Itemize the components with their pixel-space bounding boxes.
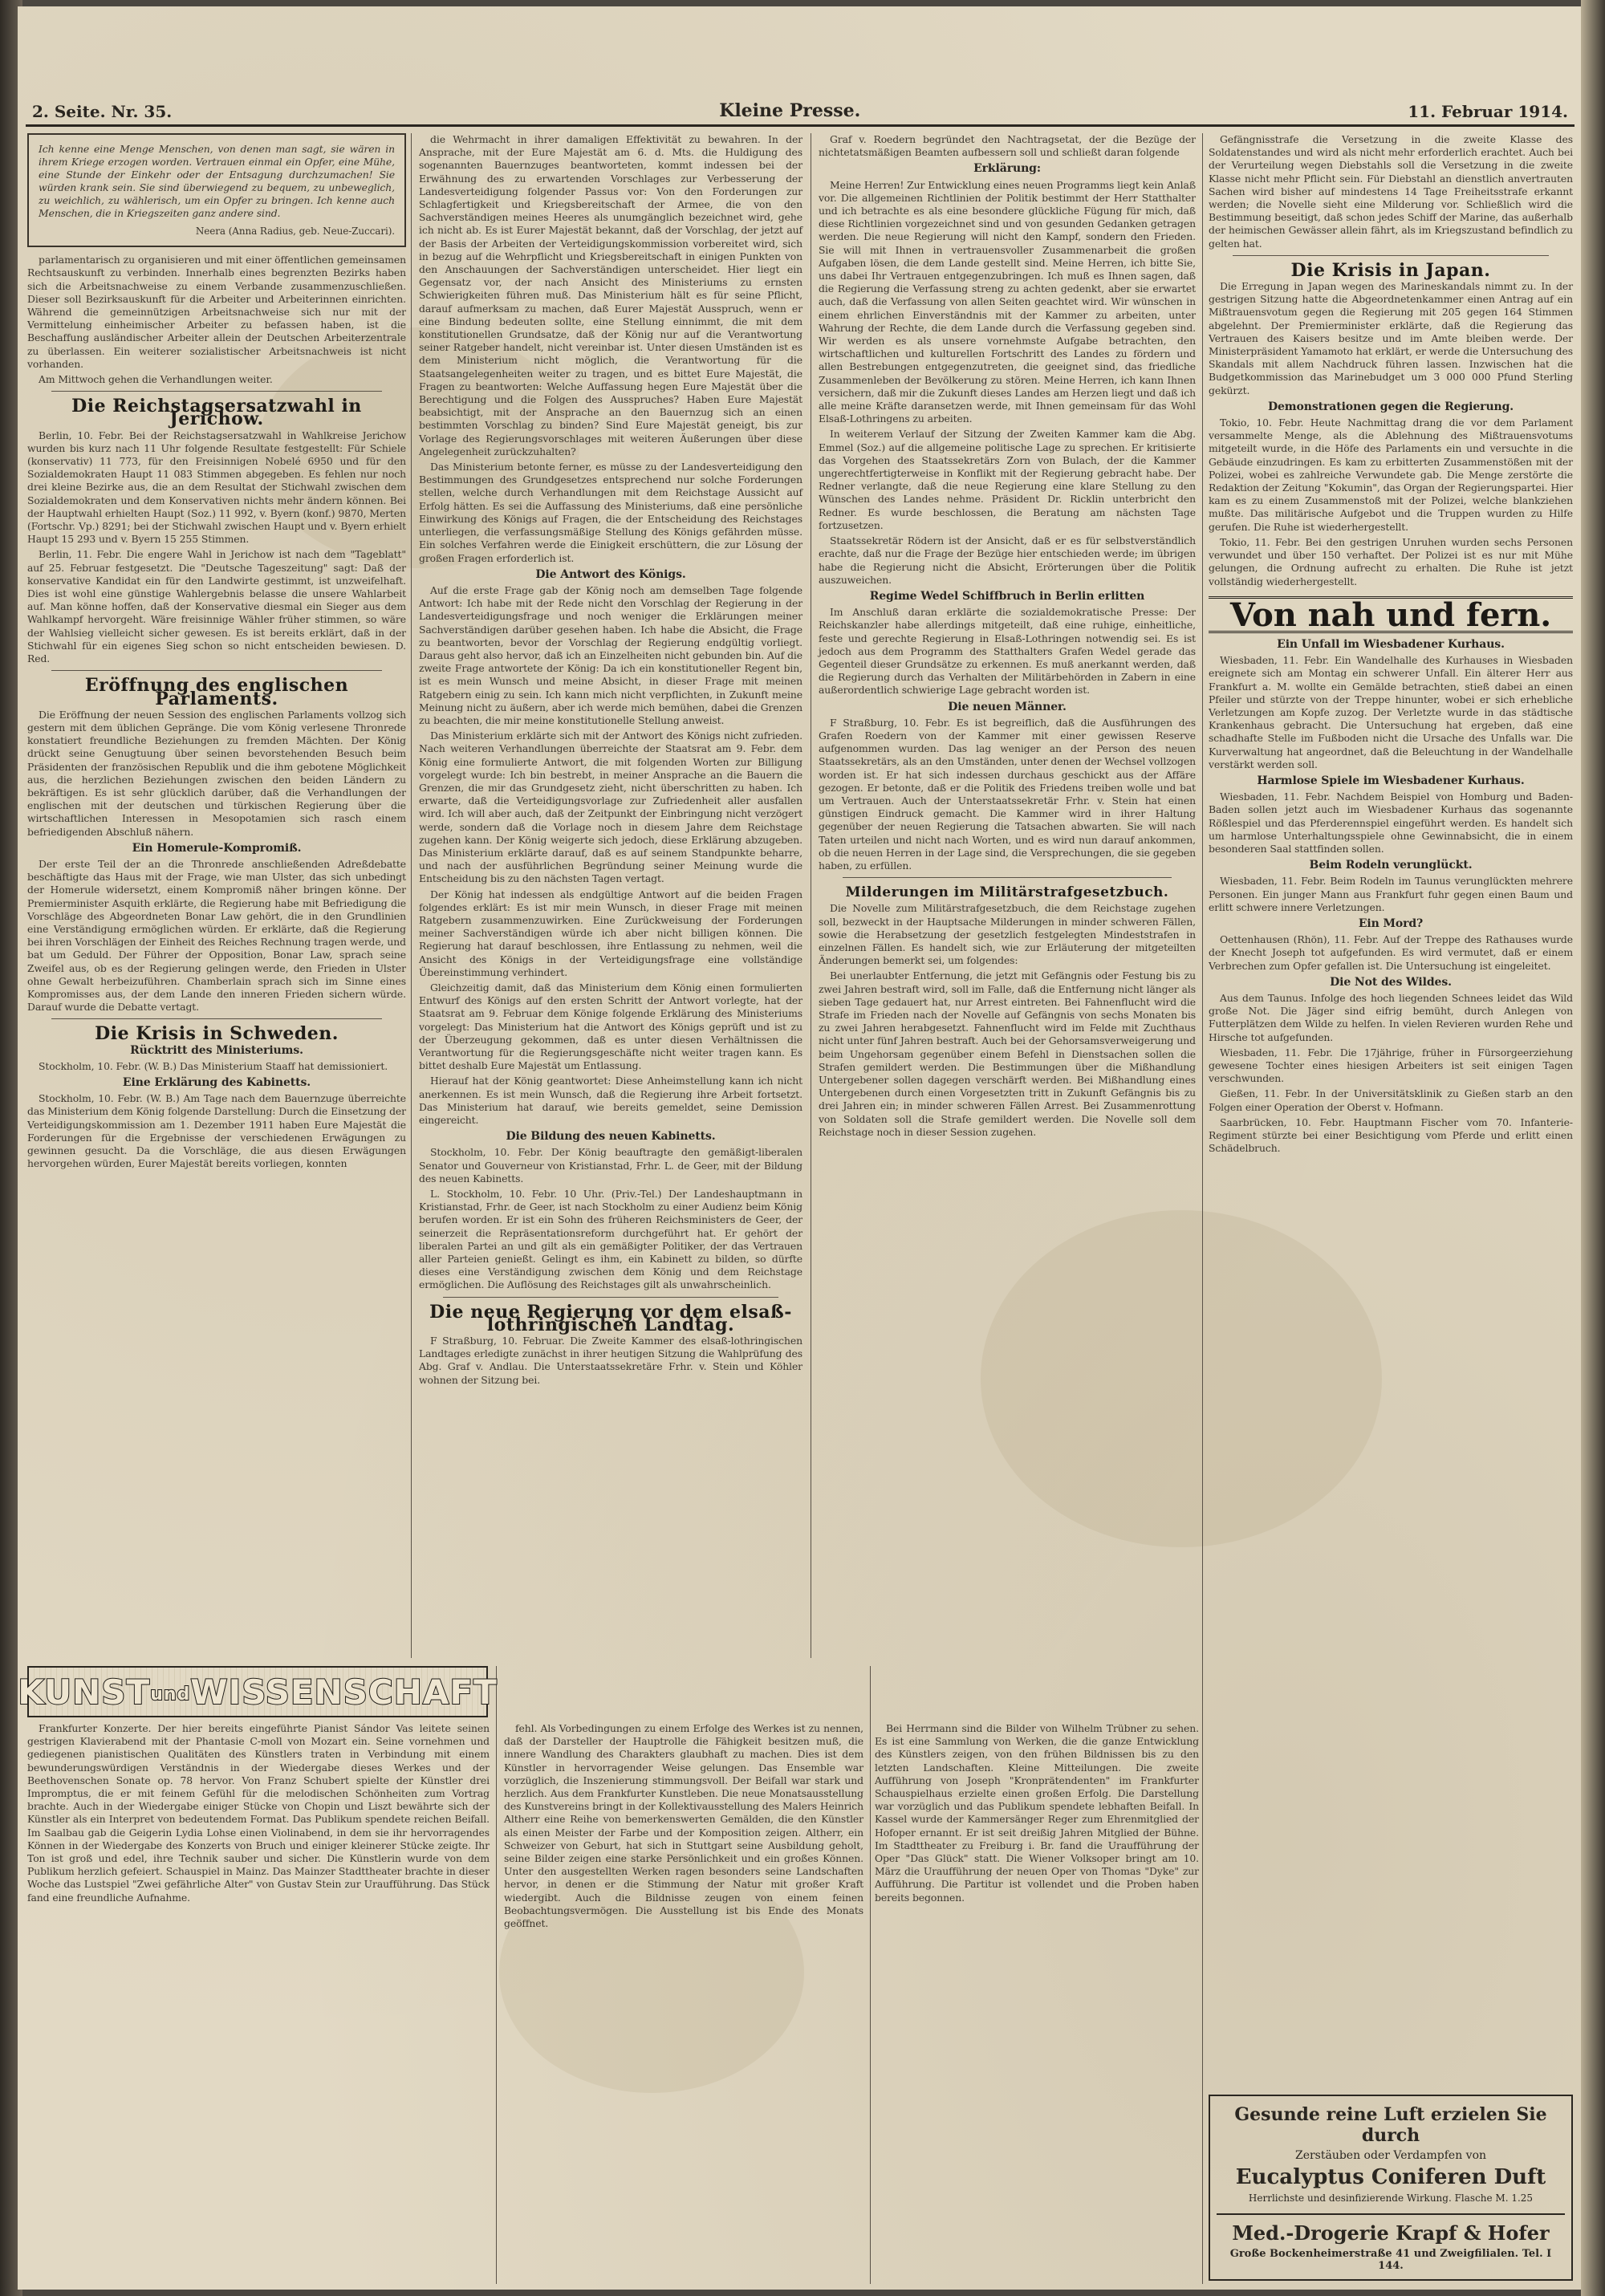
subheading: Demonstrationen gegen die Regierung. <box>1267 400 1514 413</box>
headline-alsace: Die neue Regierung vor dem elsaß-lothringischen Landtag. <box>429 1301 792 1335</box>
article-text: F Straßburg, 10. Februar. Die Zweite Kammer des elsaß-lothringischen Landtages erledigte zunächst in ihrer heutigen Sitzung die Wahlprüfung des Abg. Graf v. Andlau. Die Unterstaatssekretäre Frhr. v. Stein und Köhler wohnen der Sitzung bei. <box>419 1335 802 1386</box>
paper-stain <box>981 1210 1382 1547</box>
headline-military: Milderungen im Militärstrafgesetzbuch. <box>845 884 1169 901</box>
issue-date: 11. Februar 1914. <box>1408 102 1568 121</box>
article-text: Gefängnisstrafe die Versetzung in die zweite Klasse des Soldatenstandes und wird als nicht mehr erforderlich erachtet. Auch bei der Verurteilung wegen Diebstahls soll die Versetzung in die zweite Klasse nicht mehr Pflicht sein. Für Diebstahl an dienstlich anvertrauten Sachen wird bisher auf mindestens 14 Tage Freiheitsstrafe erkannt werden; die Novelle sieht eine Milderung vor. Schließlich wird die Bestimmung beseitigt, daß schon jedes Schiff der Marine, das außerhalb der heimischen Gewässer allein fährt, als im Kriegszustand befindlich zu gelten hat. <box>1209 133 1573 250</box>
subheading: Erklärung: <box>973 162 1041 176</box>
subheading: Rücktritt des Ministeriums. <box>130 1043 303 1057</box>
article-text: Auf die erste Frage gab der König noch am demselben Tage folgende Antwort: Ich habe mit der Rede nicht den Vorschlag der Regierung in der Landesverteidigungsfrage und noch weniger die Erklärungen meiner Sachverständigen darüber gesehen haben. Ich habe die Absicht, die Frage zu beantworten, bevor der Vorschlag der Regierung endgültig vorliegt. Daraus geht also hervor, daß ich an Einzelheiten nicht gebunden bin. Auf die zweite Frage antwortete der König: Da ich ein konstitutioneller Regent bin, ist es mein Wunsch und meine Absicht, in dieser Frage mit meinen Ratgebern einig zu sein. Ich kann mich nicht verpflichten, in Zukunft meine Meinung nicht zu äußern, aber ich werde mich bemühen, dabei die Grenzen zu beachten, die mir meine konstitutionelle Stellung anweist. <box>419 583 802 726</box>
article-text: Berlin, 11. Febr. Die engere Wahl in Jerichow ist nach dem "Tageblatt" auf 25. Februar festgesetzt. Die "Deutsche Tageszeitung" sagt: Daß der konservative Kandidat ein für den Landwirte gestimmt, ist unzweifelhaft. Dies ist wohl eine günstige Wahlergebnis belasse die unsere Wahlarbeit auf. Man könne hoffen, daß der Konservative diesmal ein Sieger aus dem Wahlkampf hervorgeht. Wäre freisinnige Wähler früher stimmen, so wäre der Wahlsieg vielleicht sicher gewesen. Es ist bereits erklärt, daß in der Stichwahl für ein eigenes Sieg schon so nicht entscheiden bewiesen. D. Red. <box>27 548 406 665</box>
section-title-local: Von nah und fern. <box>1229 595 1552 634</box>
subheading: Ein Homerule-Kompromiß. <box>132 841 302 855</box>
article-text: Wiesbaden, 11. Febr. Die 17jährige, früher in Fürsorgeerziehung gewesene Tochter eines hiesigen Arbeiters ist seit einigen Tagen verschwunden. <box>1209 1046 1573 1085</box>
article-text: Oettenhausen (Rhön), 11. Febr. Auf der Treppe des Rathauses wurde der Knecht Joseph tot aufgefunden. Es wird vermutet, daß er einem Verbrechen zum Opfer gefallen ist. Die Untersuchung ist eingeleitet. <box>1209 933 1573 972</box>
banner-title: KUNSTundWISSENSCHAFT <box>18 1672 498 1712</box>
page-edge <box>1581 0 1605 2296</box>
bottom-column-1 <box>27 1722 490 1907</box>
subheading: Die Not des Wildes. <box>1330 975 1452 989</box>
page-number: 2. Seite. Nr. 35. <box>32 102 173 121</box>
article-text: Gleichzeitig damit, daß das Ministerium dem König einen formulierten Entwurf des Königs auf den ersten Schritt der Antwort vorlegte, hat der Staatsrat am 9. Februar dem Könige folgende Erklärung des Ministeriums vorgelegt: Das Ministerium hat die Antwort des Königs geprüft und ist zu der Überzeugung gekommen, daß es unter diesen Verhältnissen die Verantwortung für die Regierungsgeschäfte nicht weiter tragen kann. Es bittet deshalb Eure Majestät um Entlassung. <box>419 981 802 1072</box>
article-text: Im Anschluß daran erklärte die sozialdemokratische Presse: Der Reichskanzler habe allerdings mitgeteilt, daß eine ruhige, einheitliche, feste und gerechte Regierung in Elsaß-Lothringen notwendig sei. Es ist jedoch aus dem Programm des Statthalters Grafen Wedel gerade das Gegenteil dieser Grundsätze zu erkennen. Es muß anerkannt werden, daß die Regierung durch das Verhalten der Militärbehörden in Zabern in eine außerordentlich schwierige Lage gebracht worden ist. <box>819 606 1196 697</box>
subheading: Ein Unfall im Wiesbadener Kurhaus. <box>1277 637 1505 651</box>
article-text: F Straßburg, 10. Febr. Es ist begreiflich, daß die Ausführungen des Grafen Roedern von der Kammer mit einer gewissen Reserve aufgenommen wurden. Das lag weniger an der Person des neuen Staatssekretärs, als an den Umständen, unter denen der Wechsel vollzogen worden ist. Er hat sich indessen durchaus geschickt aus der Affäre gezogen. Er betonte, daß er die Politik des Friedens treiben wolle und bat um Vertrauen. Auch der Unterstaatssekretär Frhr. v. Stein hat einen günstigen Eindruck gemacht. Die Kammer wird in ihrer Haltung gegenüber der neuen Regierung die Tatsachen abwarten. Sie will nach Taten urteilen und nicht nach Worten, und es wird nun darauf ankommen, ob die neuen Herren in der Lage sind, die Versprechungen, die sie gegeben haben, zu erfüllen. <box>819 716 1196 872</box>
column-rule <box>870 1666 871 2284</box>
ad-store: Med.-Drogerie Krapf & Hofer <box>1217 2213 1565 2245</box>
ad-text: Zerstäuben oder Verdampfen von <box>1294 2149 1487 2162</box>
article-text: Bei unerlaubter Entfernung, die jetzt mit Gefängnis oder Festung bis zu zwei Jahren bestraft wird, soll im Falle, daß die Entfernung nicht länger als sieben Tage gedauert hat, nur Arrest eintreten. Bei Fahnenflucht wird die Strafe im Frieden nach der Novelle auf Gefängnis von sechs Monaten bis zu zwei Jahren herabgesetzt. Fahnenflucht wird im Felde mit Zuchthaus nicht unter fünf Jahren bestraft. Auch bei der Gehorsamsverweigerung und beim Ungehorsam gegenüber einem Befehl in Dienstsachen sollen die Strafen gemildert werden. Die Bestimmungen über die Mißhandlung Untergebener sollen dagegen verschärft werden. Bei Mißhandlung eines Untergebenen durch einen Vorgesetzten tritt in Zukunft Gefängnis bis zu drei Jahren ein; in minder schweren Fällen Arrest. Bei Zusammenrottung von Soldaten soll die Strafe gemildert werden. Die Novelle soll dem Reichstage noch in dieser Session zugehen. <box>819 969 1196 1138</box>
subheading: Die neuen Männer. <box>948 700 1067 713</box>
article-text: Das Ministerium betonte ferner, es müsse zu der Landesverteidigung den Bestimmungen des Grundgesetzes entsprechend nur solche Forderungen stellen, welche durch Verhandlungen mit dem Reichstage Aussicht auf Erfolg hätten. Es sei die Auffassung des Ministeriums, daß eine persönliche Einwirkung des Königs auf Fragen, die der Entscheidung des Reichstages unterliegen, die verfassungsmäßige Stellung des Königs gefährden müsse. Ein solches Verfahren werde die Einigkeit erschüttern, die zur Lösung der großen Fragen erforderlich ist. <box>419 461 802 564</box>
article-text: Die Novelle zum Militärstrafgesetzbuch, die dem Reichstage zugehen soll, bezweckt in der Hauptsache Milderungen in minder schweren Fällen, sowie die Herabsetzung der gesetzlich festgelegten Mindeststrafen in einzelnen Fällen. Es handelt sich, wie zur Erläuterung der mitgeteilten Änderungen bemerkt sei, um folgendes: <box>819 902 1196 967</box>
article-text: Aus dem Taunus. Infolge des hoch liegenden Schnees leidet das Wild große Not. Die Jäger sind eifrig bemüht, durch Anlegen von Futterplätzen dem Wilde zu helfen. In vielen Revieren wurden Rehe und Hirsche tot aufgefunden. <box>1209 991 1573 1043</box>
advertisement <box>1209 2095 1573 2281</box>
headline-jerichow: Die Reichstagsersatzwahl in Jerichow. <box>71 396 362 430</box>
article-text: L. Stockholm, 10. Febr. 10 Uhr. (Priv.-Tel.) Der Landeshauptmann in Kristianstad, Frhr. de Geer, ist nach Stockholm zu einer Audienz beim König berufen worden. Er ist ein Sohn des früheren Reichsministers de Geer, der seinerzeit die Repräsentationsreform durchgeführt hat. Er gehört der liberalen Partei an und gilt als ein gemäßigter Politiker, der das Vertrauen aller Parteien genießt. Gelingt es ihm, ein Kabinett zu bilden, so dürfte dieses eine Verständigung zwischen dem König und dem Reichstage ermöglichen. Die Auflösung des Reichstages gilt als unwahrscheinlich. <box>419 1188 802 1291</box>
column-rule <box>496 1666 497 2284</box>
article-text: Stockholm, 10. Febr. (W. B.) Das Ministerium Staaff hat demissioniert. <box>39 1059 388 1072</box>
subheading: Regime Wedel Schiffbruch in Berlin erlitten <box>869 589 1145 603</box>
ad-address: Große Bockenheimerstraße 41 und Zweigfilialen. Tel. I 144. <box>1229 2248 1552 2272</box>
article-text: Staatssekretär Rödern ist der Ansicht, daß er es für selbstverständlich erachte, daß nur die Frage der Bezüge hier entschieden werde; im übrigen habe die Regierung nicht die Absicht, Erörterungen über die Politik auszuweichen. <box>819 534 1196 586</box>
article-text: die Wehrmacht in ihrer damaligen Effektivität zu bewahren. In der Ansprache, mit der Eure Majestät am 6. d. Mts. die Huldigung des sogenannten Bauernzuges beantworteten, kommt indessen bei der Erwähnung des zu erwartenden Vorschlages zur Verbesserung der Landesverteidigung folgender Passus vor: Von den Forderungen zur Schlagfertigkeit und Kriegsbereitschaft der Armee, die von den Sachverständigen meines Heeres als unumgänglich bezeichnet wird, gehe ich nicht ab. Es ist Eurer Majestät bekannt, daß der Vorschlag, der jetzt auf der Basis der Arbeiten der Verteidigungskommission vorbereitet wird, sich in bezug auf die Wehrpflicht und Kriegsbereitschaft in einigen Punkten von den Anschauungen der Sachverständigen unterscheidet. Hier liegt ein Gegensatz vor, der nach Ansicht des Ministeriums zu ernsten Schwierigkeiten führen muß. Das Ministerium hält es für seine Pflicht, darauf aufmerksam zu machen, daß Eurer Majestät Ausspruch, wenn er eine Bindung bedeuten sollte, eine Stellung einnimmt, die mit dem konstitutionellen Grundsatze, daß der König nur auf die Verantwortung seiner Ratgeber handelt, nicht vereinbar ist. Unter diesen Umständen ist es dem Ministerium nicht möglich, die Verantwortung für die Staatsangelegenheiten weiter zu tragen, und es bittet Eure Majestät, die Fragen zu beantworten: Welche Auffassung hegen Eure Majestät über die Berechtigung und die Folgen des Ausspruches? Haben Eure Majestät beabsichtigt, mit der Ansprache an den Bauernzug sich an einen bestimmten Vorschlag zu binden? Sind Eure Majestät geneigt, bis zur Vorlage des Regierungsvorschlages mit weiteren Äußerungen über diese Angelegenheit zurückzuhalten? <box>419 133 802 457</box>
subheading: Die Antwort des Königs. <box>535 567 686 581</box>
subheading: Eine Erklärung des Kabinetts. <box>122 1075 311 1089</box>
article-text: Die Erregung in Japan wegen des Marineskandals nimmt zu. In der gestrigen Sitzung hatte die Abgeordnetenkammer einen Antrag auf ein Mißtrauensvotum gegen die Regierung mit 205 gegen 164 Stimmen abgelehnt. Der Premierminister erklärte, daß die Regierung das Vertrauen des Kaisers besitze und im Amte bleiben werde. Der Ministerpräsident Yamamoto hat erklärt, er werde die Untersuchung des Skandals mit allem Nachdruck führen lassen. Inzwischen hat die Budgetkommission das Marinebudget um 3 000 000 Pfund Sterling gekürzt. <box>1209 280 1573 396</box>
column-1 <box>27 133 406 1172</box>
article-text: Das Ministerium erklärte sich mit der Antwort des Königs nicht zufrieden. Nach weiteren Verhandlungen überreichte der Staatsrat am 9. Febr. dem König eine formulierte Antwort, die mit folgenden Worten zur Billigung vorgelegt wurde: Ich bin bestrebt, in meiner Ansprache an die Bauern die Grenzen, die mir das Grundgesetz zieht, nicht überschritten zu haben. Ich erwarte, daß die Verteidigungsvorlage zur Zufriedenheit aller ausfallen wird. Ich will aber auch, daß der Zeitpunkt der Einbringung nicht verzögert werde, sondern daß die Vorlage noch in diesem Jahre dem Reichstage zugehen kann. Der König weigerte sich jedoch, diese Erklärung abzugeben. Das Ministerium erklärte darauf, daß es auf seinem Standpunkte beharre, und nach der ausführlichen Begründung seiner Meinung wurde die Entscheidung bis zu den nächsten Tagen vertagt. <box>419 729 802 885</box>
column-2 <box>419 133 802 1389</box>
article-text: Stockholm, 10. Febr. Der König beauftragte den gemäßigt-liberalen Senator und Gouverneur von Kristianstad, Frhr. L. de Geer, mit der Bildung des neuen Kabinetts. <box>419 1146 802 1185</box>
article-text: Frankfurter Konzerte. Der hier bereits eingeführte Pianist Sándor Vas leitete seinen gestrigen Klavierabend mit der Phantasie C-moll von Mozart ein. Seine vornehmen und gediegenen pianistischen Qualitäten des Künstlers traten in Verbindung mit einem bewunderungswürdigen Verständnis in der Wiedergabe dieses Werkes und der Beethovenschen Sonate op. 78 hervor. Von Franz Schubert spielte der Künstler drei Impromptus, die er mit feinem Gefühl für die melodischen Schönheiten zum Vortrag brachte. Auch in der Wiedergabe einiger Stücke von Chopin und Liszt bewährte sich der Künstler als ein Interpret von bedeutendem Format. Das Publikum spendete reichen Beifall. Im Saalbau gab die Geigerin Lydia Lohse einen Violinabend, in dem sie ihr hervorragendes Können in der Wiedergabe des Konzerts von Bruch und einiger kleinerer Stücke zeigte. Ihr Ton ist groß und edel, ihre Technik sauber und sicher. Die Künstlerin wurde von dem Publikum herzlich gefeiert. Schauspiel in Mainz. Das Mainzer Stadttheater brachte in dieser Woche das Lustspiel "Zwei gefährliche Alter" von Gustav Stein zur Uraufführung. Das Stück fand eine freundliche Aufnahme. <box>27 1722 490 1904</box>
article-text: parlamentarisch zu organisieren und mit einer öffentlichen gemeinsamen Rechtsauskunft zu verbinden. Innerhalb eines begrenzten Bezirks haben sich die Arbeitsnachweise zu einem Verbande zusammenzuschließen. Dieser soll Bezirksauskunft für die Arbeiter und Arbeiterinnen einrichten. Während die gemeinnützigen Arbeitsnachweise sich nur mit der Vermittelung einheimischer Arbeiter zu befassen haben, ist die Beschaffung ausländischer Arbeiter allein der Deutschen Arbeiterzentrale zu überlassen. Ein weiterer sozialistischer Arbeitsnachweis ist nicht vorhanden. <box>27 254 406 370</box>
paper-name: Kleine Presse. <box>719 100 861 121</box>
newspaper-page <box>18 6 1591 2290</box>
page-header <box>26 87 1575 127</box>
article-text: Stockholm, 10. Febr. (W. B.) Am Tage nach dem Bauernzuge überreichte das Ministerium dem König folgende Darstellung: Durch die Einsetzung der Verteidigungskommission am 1. Dezember 1911 haben Eure Majestät die Forderungen für die Ergebnisse der verschiedenen Erwägungen zu gewinnen gesucht. Da die Vorschläge, die aus diesen Erwägungen hervorgehen würden, Eurer Majestät bereits vorliegen, konnten <box>27 1092 406 1170</box>
column-rule <box>1202 133 1203 2284</box>
article-text: Am Mittwoch gehen die Verhandlungen weiter. <box>39 373 273 386</box>
bottom-column-2 <box>504 1722 863 1932</box>
article-text: Saarbrücken, 10. Febr. Hauptmann Fischer vom 70. Infanterie-Regiment stürzte bei einer Besichtigung vom Pferde und erlitt einen Schädelbruch. <box>1209 1115 1573 1155</box>
article-text: Bei Herrmann sind die Bilder von Wilhelm Trübner zu sehen. Es ist eine Sammlung von Werken, die die ganze Entwicklung des Künstlers zeigen, von den frühen Bildnissen bis zu den letzten Landschaften. Kleine Mitteilungen. Die zweite Aufführung von Joseph "Kronprätendenten" im Frankfurter Schauspielhaus erzielte einen großen Erfolg. Die Darstellung war vorzüglich und das Publikum spendete lebhaften Beifall. In Kassel wurde der Kammersänger Reger zum Ehrenmitglied der Hofoper ernannt. Er ist seit dreißig Jahren Mitglied der Bühne. Im Stadttheater zu Freiburg i. Br. fand die Uraufführung der Oper "Das Glück" statt. Die Wiener Volksoper bringt am 10. März die Uraufführung der neuen Oper von Thomas "Dyke" zur Aufführung. Die Partitur ist vollendet und die Proben haben bereits begonnen. <box>875 1722 1199 1904</box>
column-rule <box>411 133 412 1658</box>
column-4 <box>1209 133 1573 1157</box>
ad-product: Eucalyptus Coniferen Duft <box>1235 2165 1546 2189</box>
headline-japan: Die Krisis in Japan. <box>1290 259 1491 281</box>
subheading: Die Bildung des neuen Kabinetts. <box>506 1130 716 1144</box>
section-banner-kunst <box>18 1666 498 1717</box>
article-text: Berlin, 10. Febr. Bei der Reichstagsersatzwahl in Wahlkreise Jerichow wurden bis kurz nach 11 Uhr folgende Resultate festgestellt: Für Schiele (konservativ) 11 773, für den Freisinnigen Nobelé 6950 und für den Sozialdemokraten Haupt 11 083 Stimmen abgegeben. Es fehlen nur noch drei kleine Bezirke aus, die an dem Resultat der Stichwahl zwischen dem Sozialdemokraten und dem Konservativen nichts mehr ändern können. Bei der Hauptwahl erhielten Haupt (Soz.) 11 992, v. Byern (konf.) 9870, Merten (Fortschr. Vp.) 8291; bei der Stichwahl zwischen Haupt und v. Byern erhielt Haupt 15 293 und v. Byern 15 255 Stimmen. <box>27 429 406 546</box>
quote-text: Ich kenne eine Menge Menschen, von denen man sagt, sie wären in ihrem Kriege erzogen worden. Vertrauen einmal ein Opfer, eine Mühe, eine Stunde der Einkehr oder der Entsagung durchzumachen! Sie würden krank sein. Sie sind überwiegend zu bequem, zu unbeweglich, zu weichlich, zu wählerisch, um ein Opfer zu bringen. Ich kenne auch Menschen, die in Kriegszeiten ganz andere sind. <box>39 143 395 219</box>
article-text: In weiterem Verlauf der Sitzung der Zweiten Kammer kam die Abg. Emmel (Soz.) auf die allgemeine politische Lage zu sprechen. Er kritisierte das Vorgehen des Staatssekretärs Zorn von Bulach, der die Kammer ungerechtfertigterweise in Konflikt mit der Regierung gebracht habe. Der Redner verlangte, daß die neue Regierung eine klare Stellung zu den Wünschen des Landes nehme. Präsident Dr. Ricklin unterbricht den Redner. Es wurde beschlossen, die Beratung am nächsten Tage fortzusetzen. <box>819 428 1196 531</box>
article-text: fehl. Als Vorbedingungen zu einem Erfolge des Werkes ist zu nennen, daß der Darsteller der Hauptrolle die Fähigkeit besitzen muß, die innere Wandlung des Charakters glaubhaft zu machen. Dies ist dem Künstler in hervorragender Weise gelungen. Das Ensemble war vorzüglich, die Inszenierung stimmungsvoll. Der Beifall war stark und herzlich. Aus dem Frankfurter Kunstleben. Die neue Monatsausstellung des Kunstvereins bringt in der Kollektivausstellung des Malers Heinrich Altherr eine Reihe von bemerkenswerten Gemälden, die den Künstler als einen Meister der Farbe und der Komposition zeigen. Altherr, ein Schweizer von Geburt, hat sich in Stuttgart seine Ausbildung geholt, seine Bilder zeigen eine starke Persönlichkeit und ein großes Können. Unter den ausgestellten Werken ragen besonders seine Landschaften hervor, in denen er die Stimmung der Natur mit großer Kraft wiedergibt. Auch die Bildnisse zeugen von einem feinen Beobachtungsvermögen. Die Ausstellung ist bis Ende des Monats geöffnet. <box>504 1722 863 1930</box>
subheading: Ein Mord? <box>1358 916 1424 930</box>
article-text: Wiesbaden, 11. Febr. Ein Wandelhalle des Kurhauses in Wiesbaden ereignete sich am Montag ein schwerer Unfall. Ein älterer Herr aus Frankfurt a. M. wollte ein Gemälde betrachten, stieß dabei an einen Pfeiler und stürzte von der Treppe hinunter, wobei er sich erhebliche Verletzungen am Kopfe zuzog. Der Verletzte wurde in das städtische Krankenhaus gebracht. Die Untersuchung hat ergeben, daß eine schadhafte Stelle im Fußboden nicht die Ursache des Unfalls war. Die Kurverwaltung hat angeordnet, daß die Beleuchtung in der Wandelhalle verstärkt werden soll. <box>1209 654 1573 770</box>
article-text: Hierauf hat der König geantwortet: Diese Anheimstellung kann ich nicht anerkennen. Es ist mein Wunsch, daß die Regierung ihre Arbeit fortsetzt. Das Ministerium hat darauf, wie bereits gemeldet, seine Demission eingereicht. <box>419 1075 802 1127</box>
article-text: Wiesbaden, 11. Febr. Nachdem Beispiel von Homburg und Baden-Baden sollen jetzt auch im Wiesbadener Kurhaus das sogenannte Rößlespiel und das Pferderennspiel eingeführt werden. Es handelt sich um harmlose Unterhaltungsspiele ohne Gewinnabsicht, die in einem besonderen Saal stattfinden sollen. <box>1209 790 1573 855</box>
headline-england: Eröffnung des englischen Parlaments. <box>84 675 349 709</box>
article-text: Gießen, 11. Febr. In der Universitätsklinik zu Gießen starb an den Folgen einer Operation der Oberst v. Hofmann. <box>1209 1087 1573 1113</box>
ad-text: Herrlichste und desinfizierende Wirkung. Flasche M. 1.25 <box>1248 2192 1534 2204</box>
bottom-column-3 <box>875 1722 1199 1907</box>
headline-sweden: Die Krisis in Schweden. <box>95 1023 339 1045</box>
article-text: Tokio, 11. Febr. Bei den gestrigen Unruhen wurden sechs Personen verwundet und über 150 verhaftet. Der Polizei ist es nur mit Mühe gelungen, die Ordnung aufrecht zu erhalten. Die Ruhe ist jetzt vollständig wiederhergestellt. <box>1209 535 1573 587</box>
article-text: Der König hat indessen als endgültige Antwort auf die beiden Fragen folgendes erklärt: Es ist mir mein Wunsch, in dieser Frage mit meinen Ratgebern zusammenzuwirken. Eine Zurückweisung der Forderungen meiner Sachverständigen würde ich aber nicht billigen können. Die Regierung hat darauf beschlossen, ihre Entlassung zu nehmen, weil die Ansicht des Königs in der Verteidigungsfrage eine vollständige Übereinstimmung verhindert. <box>419 888 802 978</box>
article-text: Der erste Teil der an die Thronrede anschließenden Adreßdebatte beschäftigte das Haus mit der Frage, wie man Ulster, das sich unbedingt der Homerule widersetzt, einem Kompromiß näher bringen könne. Der Premierminister Asquith erklärte, die Regierung habe mit Befriedigung die Vorschläge des Abgeordneten Bonar Law gehört, die in den Grundlinien eine Verständigung ermöglichen würden. Er erklärte, daß die Regierung bei ihren Vorschlägen der Einheit des Reiches Rechnung tragen werde, und bat um Geduld. Der Führer der Opposition, Bonar Law, sprach seine Zweifel aus, ob es der Regierung gelingen werde, den Frieden in Ulster ohne Gewalt herbeizuführen. Chamberlain sprach sich im Sinne eines Kompromisses aus, der dem Lande den inneren Frieden sichern würde. Darauf wurde die Debatte vertagt. <box>27 857 406 1014</box>
ad-headline: Gesunde reine Luft erzielen Sie durch <box>1234 2104 1547 2146</box>
article-text: Die Eröffnung der neuen Session des englischen Parlaments vollzog sich gestern mit dem üblichen Gepränge. Die vom König verlesene Thronrede konstatiert freundliche Beziehungen zu fremden Mächten. Der König drückt seine Genugtuung über seinen bevorstehenden Besuch beim Präsidenten der französischen Republik und die ihm gebotene Möglichkeit aus, die herzlichen Beziehungen zwischen den beiden Ländern zu bekräftigen. Es ist sehr glücklich darüber, daß die Verhandlungen der englischen mit der deutschen und türkischen Regierung über die wirtschaftlichen Interessen in Mesopotamien sich rasch einem befriedigenden Abschluß nähern. <box>27 708 406 838</box>
quote-box <box>27 133 406 247</box>
column-3 <box>819 133 1196 1141</box>
subheading: Harmlose Spiele im Wiesbadener Kurhaus. <box>1257 774 1525 787</box>
article-text: Meine Herren! Zur Entwicklung eines neuen Programms liegt kein Anlaß vor. Die allgemeinen Richtlinien der Politik bestimmt der Herr Statthalter und ich betrachte es als eine besondere glückliche Fügung für mich, daß diese Richtlinien vorgezeichnet sind und von gesunden Gedanken getragen werden. Die neue Regierung will nicht den Kampf, sondern den Frieden. Sie will mit Ihnen in vertrauensvoller Zusammenarbeit die großen Aufgaben lösen, die dem Lande gestellt sind. Meine Herren, ich bitte Sie, uns dabei Ihr Vertrauen entgegenzubringen. Ich muß es Ihnen sagen, daß die Regierung die Verfassung streng zu achten gedenkt, aber sie erwartet auch, daß die Verfassung von allen Seiten geachtet wird. Wir wünschen in einem ehrlichen Einverständnis mit der Kammer zu arbeiten, unter Wahrung der Rechte, die dem Lande durch die Verfassung gegeben sind. Wir werden es als unsere vornehmste Aufgabe betrachten, den wirtschaftlichen und kulturellen Fortschritt des Landes zu fördern und allen Bestrebungen entgegenzutreten, die geeignet sind, das friedliche Zusammenleben der Bevölkerung zu stören. Meine Herren, ich kann Ihnen versichern, daß mir die Zukunft dieses Landes am Herzen liegt und daß ich alle meine Kräfte daransetzen werde, mit Ihnen gemeinsam für das Wohl Elsaß-Lothringens zu arbeiten. <box>819 178 1196 425</box>
subheading: Beim Rodeln verunglückt. <box>1309 859 1473 872</box>
quote-signature: Neera (Anna Radius, geb. Neue-Zuccari). <box>195 226 395 237</box>
article-text: Wiesbaden, 11. Febr. Beim Rodeln im Taunus verunglückten mehrere Personen. Ein junger Mann aus Frankfurt fuhr gegen einen Baum und erlitt schwere innere Verletzungen. <box>1209 875 1573 913</box>
article-text: Graf v. Roedern begründet den Nachtragsetat, der die Bezüge der nichtetatsmäßigen Beamten aufbessern soll und schließt daran folgende <box>819 133 1196 159</box>
article-text: Tokio, 10. Febr. Heute Nachmittag drang die vor dem Parlament versammelte Menge, als die Ablehnung des Mißtrauensvotums mitgeteilt wurde, in die Höfe des Parlaments ein und versuchte in die Gebäude einzudringen. Es kam zu erbitterten Zusammenstößen mit der Polizei, wobei es zahlreiche Verwundete gab. Die Menge zerstörte die Redaktion der Zeitung "Kokumin", das Organ der Regierungspartei. Hier kam es zu einem Zusammenstoß mit der Polizei, welche blankziehen mußte. Das militärische Aufgebot und die Truppen wurden zu Hilfe gerufen. Die Ruhe ist wiederhergestellt. <box>1209 417 1573 533</box>
